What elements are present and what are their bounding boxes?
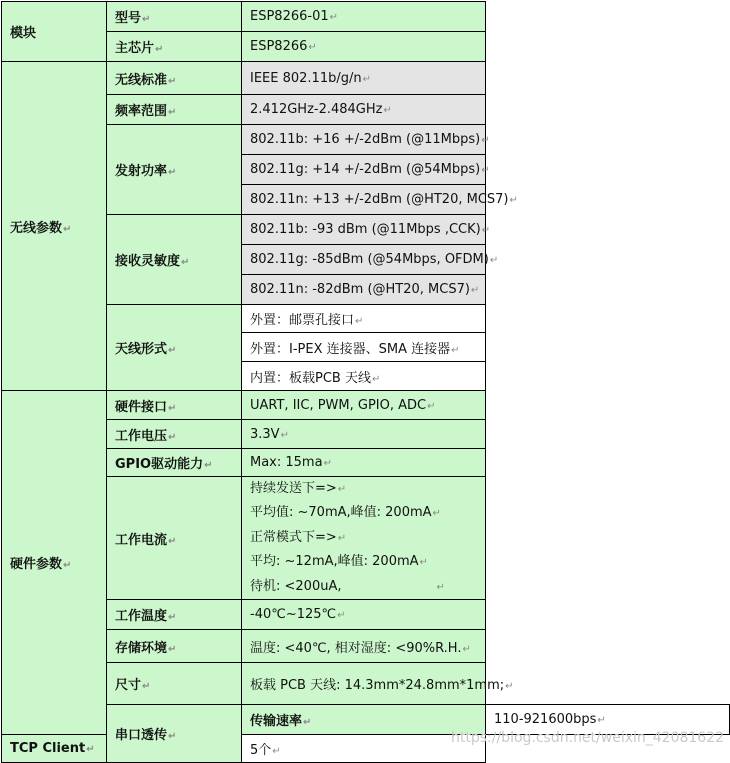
paragraph-mark-icon: ↵ — [371, 373, 381, 385]
paragraph-mark-icon: ↵ — [63, 560, 72, 572]
paragraph-mark-icon: ↵ — [451, 344, 460, 356]
current-line — [250, 526, 477, 550]
param-label: 工作电流 — [115, 532, 168, 548]
paragraph-mark-icon: ↵ — [168, 167, 177, 178]
paragraph-mark-icon: ↵ — [432, 508, 441, 520]
value-cell — [242, 333, 486, 362]
param-label: 工作电压 — [115, 428, 168, 444]
paragraph-mark-icon: ↵ — [505, 681, 514, 693]
value-cell — [242, 362, 486, 391]
param-cell — [107, 2, 242, 32]
paragraph-mark-icon: ↵ — [308, 42, 317, 53]
param-label: 传输速率 — [250, 714, 303, 730]
value-text: 802.11n: -82dBm (@HT20, MCS7) — [250, 282, 470, 297]
value-cell — [242, 2, 486, 32]
value-text: 平均值: ~70mA,峰值: 200mA — [250, 505, 432, 521]
paragraph-mark-icon: ↵ — [168, 535, 177, 547]
paragraph-mark-icon: ↵ — [63, 223, 72, 235]
current-line — [250, 575, 477, 599]
category-cell — [2, 2, 107, 62]
table-row — [2, 32, 730, 62]
category-cell — [2, 391, 107, 735]
param-cell — [2, 735, 107, 763]
paragraph-mark-icon: ↵ — [168, 431, 177, 443]
table-row — [2, 305, 730, 333]
paragraph-mark-icon: ↵ — [204, 460, 213, 471]
table-row — [2, 95, 730, 125]
table-row — [2, 215, 730, 245]
paragraph-mark-icon: ↵ — [168, 731, 177, 743]
param-label: 工作温度 — [115, 609, 168, 625]
param-label: GPIO驱动能力 — [115, 457, 204, 472]
value-cell — [242, 125, 490, 155]
param-cell — [107, 215, 242, 305]
value-text: 平均: ~12mA,峰值: 200mA — [250, 554, 419, 570]
table-row — [2, 630, 730, 663]
category-label: 硬件参数 — [10, 557, 63, 573]
current-line — [250, 501, 477, 525]
value-cell — [242, 245, 499, 275]
value-text: 110-921600bps — [494, 712, 597, 728]
value-cell — [242, 477, 486, 600]
param-cell — [107, 32, 242, 62]
paragraph-mark-icon: ↵ — [509, 195, 518, 206]
param-label: 无线标准 — [115, 72, 168, 88]
paragraph-mark-icon: ↵ — [383, 105, 392, 116]
value-text: UART, IIC, PWM, GPIO, ADC — [250, 397, 427, 413]
value-text: 内置：板载PCB 天线 — [250, 370, 371, 386]
table-row — [2, 391, 730, 420]
param-cell — [107, 449, 242, 477]
paragraph-mark-icon: ↵ — [280, 429, 289, 441]
category-label: 无线参数 — [10, 220, 63, 236]
value-text: 2.412GHz-2.484GHz — [250, 102, 383, 117]
param-cell — [107, 391, 242, 420]
value-text: 外置：邮票孔接口 — [250, 313, 355, 328]
param-label: 接收灵敏度 — [115, 254, 181, 269]
value-text: 802.11g: -85dBm (@54Mbps, OFDM) — [250, 252, 489, 267]
current-line — [250, 477, 477, 501]
paragraph-mark-icon: ↵ — [362, 73, 371, 85]
table-row — [2, 420, 730, 449]
paragraph-mark-icon: ↵ — [597, 715, 606, 727]
category-cell — [107, 705, 242, 763]
paragraph-mark-icon: ↵ — [303, 717, 312, 729]
value-text: 板载 PCB 天线: 14.3mm*24.8mm*1mm; — [250, 678, 505, 694]
paragraph-mark-icon: ↵ — [470, 285, 480, 296]
param-label: 主芯片 — [115, 41, 155, 56]
value-text: 802.11b: -93 dBm (@11Mbps ,CCK) — [250, 222, 481, 237]
value-cell — [242, 391, 486, 420]
value-cell — [242, 305, 486, 333]
table-row — [2, 2, 730, 32]
value-text: -40℃~125℃ — [250, 607, 337, 623]
paragraph-mark-icon: ↵ — [355, 316, 364, 327]
param-cell — [107, 420, 242, 449]
value-cell — [242, 275, 486, 305]
value-text: ESP8266 — [250, 39, 308, 54]
param-cell — [107, 600, 242, 630]
paragraph-mark-icon: ↵ — [481, 135, 490, 146]
paragraph-mark-icon: ↵ — [427, 400, 436, 412]
param-cell — [107, 663, 242, 705]
spec-table — [1, 1, 730, 763]
paragraph-mark-icon: ↵ — [181, 257, 190, 268]
paragraph-mark-icon: ↵ — [489, 255, 499, 266]
value-cell — [242, 95, 486, 125]
paragraph-mark-icon: ↵ — [272, 746, 281, 758]
value-text: 802.11b: +16 +/-2dBm (@11Mbps) — [250, 132, 481, 147]
value-text: 5个 — [250, 743, 272, 759]
paragraph-mark-icon: ↵ — [168, 345, 177, 356]
value-text: 温度: <40℃, 相对湿度: <90%R.H. — [250, 640, 462, 656]
current-line — [250, 550, 477, 574]
value-cell — [242, 155, 490, 185]
param-cell — [107, 630, 242, 663]
category-cell — [2, 62, 107, 391]
table-row — [2, 477, 730, 600]
param-label: 硬件接口 — [115, 399, 168, 415]
value-text: 正常模式下=> — [250, 529, 337, 545]
value-text: 待机: <200uA, — [250, 578, 342, 594]
table-row — [2, 600, 730, 630]
param-cell — [242, 705, 486, 735]
param-cell — [107, 125, 242, 215]
table-row — [2, 449, 730, 477]
param-label: TCP Client — [10, 741, 86, 757]
paragraph-mark-icon: ↵ — [168, 75, 177, 87]
value-cell — [242, 735, 486, 763]
paragraph-mark-icon: ↵ — [337, 532, 347, 544]
value-cell — [242, 449, 486, 477]
paragraph-mark-icon: ↵ — [462, 643, 471, 655]
paragraph-mark-icon: ↵ — [329, 12, 339, 23]
category-label: 模块 — [10, 26, 37, 41]
table-row — [2, 125, 730, 155]
value-cell — [242, 420, 486, 449]
value-text: 802.11n: +13 +/-2dBm (@HT20, MCS7) — [250, 192, 509, 207]
value-text: IEEE 802.11b/g/n — [250, 70, 362, 86]
value-cell — [242, 630, 486, 663]
param-cell — [107, 62, 242, 95]
value-text: 外置：I-PEX 连接器、SMA 连接器 — [250, 341, 451, 357]
paragraph-mark-icon: ↵ — [337, 484, 347, 495]
value-cell — [242, 600, 486, 630]
param-cell — [107, 477, 242, 600]
paragraph-mark-icon: ↵ — [323, 458, 332, 469]
paragraph-mark-icon: ↵ — [419, 557, 428, 569]
param-label: 型号 — [115, 11, 142, 26]
value-cell — [242, 62, 486, 95]
paragraph-mark-icon: ↵ — [168, 612, 177, 624]
param-label: 存储环境 — [115, 640, 168, 656]
table-row — [2, 62, 730, 95]
value-text: Max: 15ma — [250, 455, 323, 470]
param-cell — [107, 305, 242, 391]
paragraph-mark-icon: ↵ — [142, 681, 151, 693]
param-label: 天线形式 — [115, 342, 168, 357]
param-label: 发射功率 — [115, 164, 168, 179]
paragraph-mark-icon: ↵ — [481, 165, 490, 176]
paragraph-mark-icon: ↵ — [168, 643, 177, 655]
value-text: 3.3V — [250, 426, 280, 442]
param-cell — [107, 95, 242, 125]
watermark: https://blog.csdn.net/weixin_42081622 — [451, 730, 725, 746]
param-label: 尺寸 — [115, 678, 142, 694]
paragraph-mark-icon: ↵ — [337, 610, 346, 622]
paragraph-mark-icon: ↵ — [86, 744, 95, 756]
value-text: 802.11g: +14 +/-2dBm (@54Mbps) — [250, 162, 481, 177]
value-cell — [242, 185, 518, 215]
param-label: 频率范围 — [115, 104, 168, 119]
value-text: ESP8266-01 — [250, 9, 329, 24]
paragraph-mark-icon: ↵ — [168, 107, 177, 118]
paragraph-mark-icon: ↵ — [142, 14, 151, 25]
value-cell — [242, 32, 486, 62]
value-text: 持续发送下=> — [250, 481, 337, 496]
paragraph-mark-icon: ↵ — [168, 402, 177, 414]
value-cell — [242, 663, 514, 705]
table-row — [2, 663, 730, 705]
value-cell — [242, 215, 491, 245]
paragraph-mark-icon: ↵ — [481, 225, 491, 236]
category-label: 串口透传 — [115, 728, 168, 744]
paragraph-mark-icon: ↵ — [155, 44, 164, 55]
paragraph-mark-icon: ↵ — [436, 581, 445, 593]
